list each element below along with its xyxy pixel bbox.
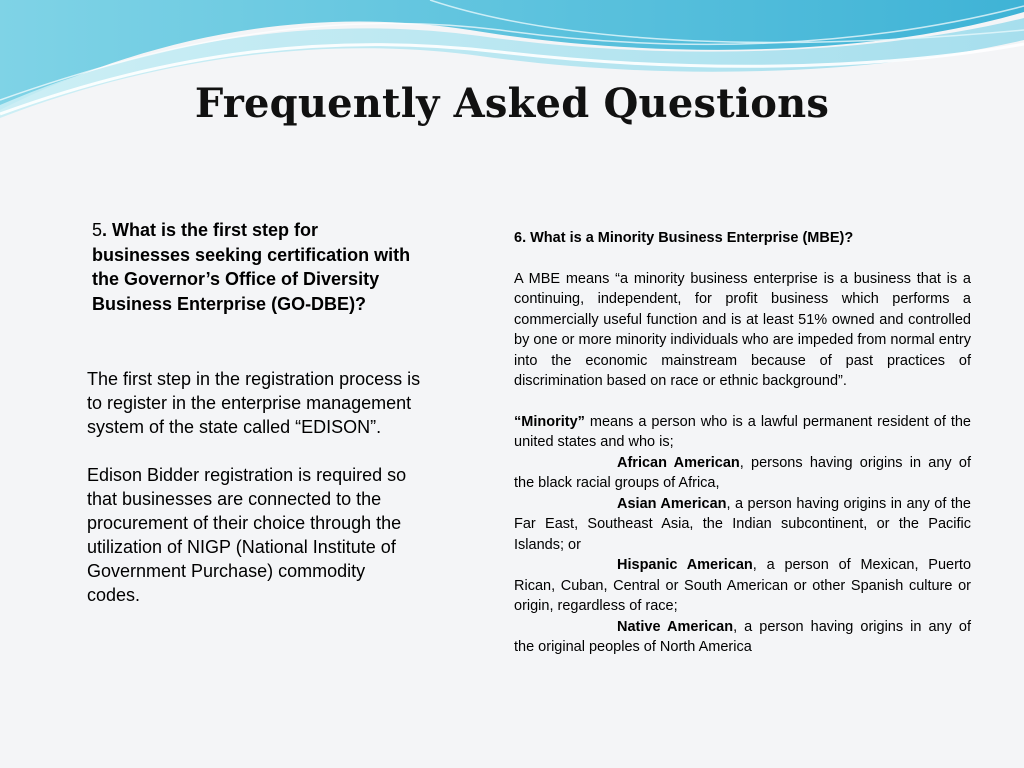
question-5-heading (92, 218, 412, 316)
group-asian-american (514, 494, 971, 556)
question-6-section (514, 228, 971, 658)
answer-5 (87, 367, 422, 607)
question-number-punct: . (102, 220, 113, 240)
answer-5-paragraph-1: The first step in the registration process is to register in the enterprise management system of the state called “EDISON”. (87, 369, 421, 437)
page-title: Frequently Asked Questions (194, 80, 830, 127)
group-term: Native American (617, 618, 734, 635)
group-text: , a person of Mexican, Puerto Rican, Cuban, Central or South American or other Spanish culture or origin, regardless of race; (514, 557, 972, 614)
question-6-heading: 6. What is a Minority Business Enterprise (MBE)? (514, 230, 854, 246)
minority-definition (514, 412, 971, 453)
group-term: Asian American (617, 495, 727, 512)
question-5-text: What is the first step for businesses seeking certification with the Governor’s Office of Diversity Business Enterprise (GO-DBE)? (92, 220, 411, 314)
group-hispanic-american (514, 555, 971, 617)
group-native-american (514, 617, 971, 658)
group-text: , persons having origins in any of the black racial groups of Africa, (514, 454, 971, 491)
mbe-definition: A MBE means “a minority business enterprise is a business that is a continuing, independent, for profit business which performs a commercially useful function and is at least 51% owned and controlled by one or more minority individuals who are impeded from normal entry into the economic mainstream because of past practices of discrimination based on race or ethnic background”. (514, 270, 971, 389)
minority-term: “Minority” (514, 413, 585, 430)
answer-5-paragraph-2: Edison Bidder registration is required so that businesses are connected to the procurement of their choice through the utilization of NIGP (National Institute of Government Purchase) commodity codes. (87, 465, 407, 605)
group-term: African American (617, 454, 740, 471)
group-text: , a person having origins in any of the original peoples of North America (514, 618, 971, 655)
group-text: , a person having origins in any of the Far East, Southeast Asia, the Indian subcontinent, or the Pacific Islands; or (514, 495, 971, 553)
group-term: Hispanic American (617, 557, 753, 573)
minority-text: means a person who is a lawful permanent resident of the united states and who is; (514, 413, 971, 450)
group-african-american (514, 453, 971, 494)
question-number: 5 (92, 220, 103, 240)
